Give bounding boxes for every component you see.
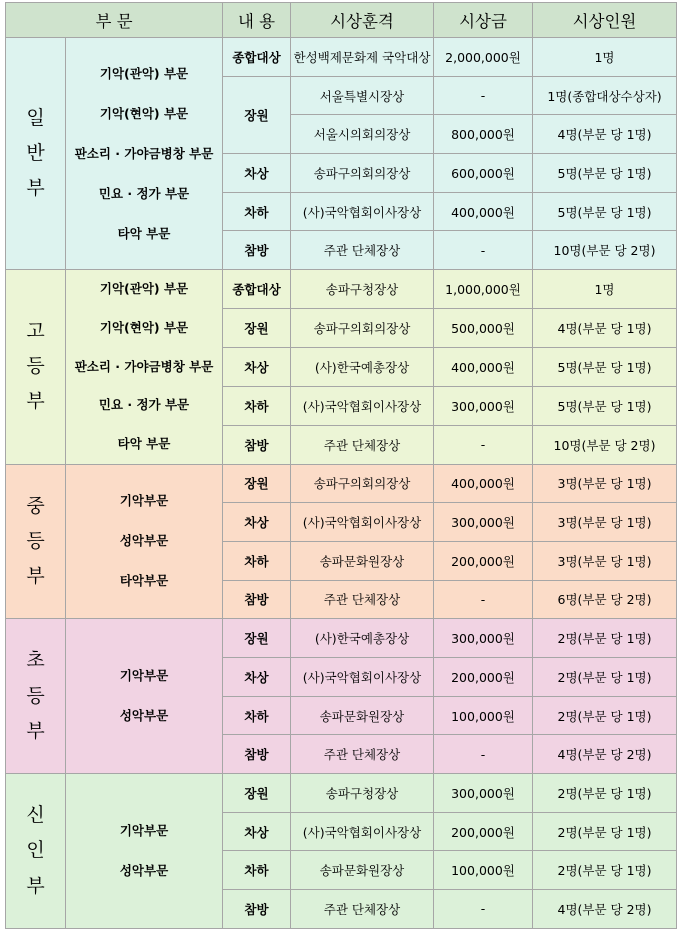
division-name-char: 등 [26,529,45,552]
winner-count: 4명(부문 당 1명) [533,115,677,154]
award-title: 송파문화원장상 [291,696,434,735]
award-title: 송파구의회의장상 [291,464,434,503]
winner-count: 10명(부문 당 2명) [533,425,677,464]
table-row [6,38,677,77]
division-categories [66,464,223,619]
category-label: 기악(관악) 부문 [99,65,189,81]
winner-count: 1명 [533,270,677,309]
winner-count: 4명(부문 당 2명) [533,890,677,929]
division-categories [66,774,223,929]
prize-amount: 200,000원 [434,658,533,697]
award-kind: 장원 [223,619,291,658]
award-table [5,2,677,929]
award-kind: 차상 [223,812,291,851]
award-kind: 참방 [223,735,291,774]
division-name [6,774,66,929]
division-name-char: 등 [26,684,45,707]
winner-count: 2명(부문 당 1명) [533,619,677,658]
award-table-body [6,38,677,929]
award-title: 주관 단체장상 [291,425,434,464]
division-name-char: 부 [26,874,45,897]
award-kind: 차하 [223,541,291,580]
category-label: 판소리 · 가야금병창 부문 [74,358,214,374]
prize-amount: 400,000원 [434,192,533,231]
prize-amount: - [434,890,533,929]
winner-count: 2명(부문 당 1명) [533,812,677,851]
award-kind: 종합대상 [223,38,291,77]
division-name-char: 반 [26,141,45,164]
award-title: 주관 단체장상 [291,890,434,929]
table-row [6,270,677,309]
award-kind: 차하 [223,696,291,735]
winner-count: 4명(부문 당 2명) [533,735,677,774]
award-title: 주관 단체장상 [291,580,434,619]
winner-count: 5명(부문 당 1명) [533,386,677,425]
award-kind: 장원 [223,309,291,348]
winner-count: 3명(부문 당 1명) [533,503,677,542]
division-categories [66,270,223,464]
category-label: 타악부문 [119,573,169,589]
prize-amount: 100,000원 [434,696,533,735]
award-title: 송파구청장상 [291,774,434,813]
prize-amount: 200,000원 [434,541,533,580]
division-categories [66,619,223,774]
award-kind: 차상 [223,347,291,386]
award-title: 송파구의회의장상 [291,309,434,348]
header-winners: 시상인원 [533,3,677,38]
division-name-char: 부 [26,565,45,587]
award-title: 송파구청장상 [291,270,434,309]
division-name-char: 부 [26,719,45,742]
header-award: 시상훈격 [291,3,434,38]
category-label: 기악부문 [119,668,169,684]
winner-count: 2명(부문 당 1명) [533,658,677,697]
division-name-char: 인 [26,839,45,862]
table-row [6,619,677,658]
division-name-char: 부 [26,390,45,413]
award-kind: 차상 [223,503,291,542]
winner-count: 5명(부문 당 1명) [533,154,677,193]
prize-amount: - [434,735,533,774]
division-name [6,619,66,774]
prize-amount: 400,000원 [434,347,533,386]
prize-amount: - [434,425,533,464]
prize-amount: 300,000원 [434,619,533,658]
division-name-char: 신 [26,804,45,827]
award-title: 송파문화원장상 [291,851,434,890]
division-name-char: 고 [26,320,45,343]
prize-amount: - [434,580,533,619]
category-label: 기악부문 [119,822,169,838]
category-label: 기악(관악) 부문 [99,281,189,297]
prize-amount: - [434,76,533,115]
award-title: 송파구의회의장상 [291,154,434,193]
winner-count: 10명(부문 당 2명) [533,231,677,270]
prize-amount: 600,000원 [434,154,533,193]
division-name-char: 일 [26,106,45,129]
category-label: 성악부문 [119,862,169,878]
header-row [6,3,677,38]
header-content: 내 용 [223,3,291,38]
table-row [6,464,677,503]
award-kind: 참방 [223,231,291,270]
award-title: (사)국악협회이사장상 [291,386,434,425]
division-name-char: 초 [26,649,45,672]
division-name-char: 등 [26,355,45,378]
award-title: 한성백제문화제 국악대상 [291,38,434,77]
prize-amount: 200,000원 [434,812,533,851]
award-kind: 차상 [223,658,291,697]
winner-count: 6명(부문 당 2명) [533,580,677,619]
winner-count: 5명(부문 당 1명) [533,347,677,386]
award-title: 서울시의회의장상 [291,115,434,154]
category-label: 타악 부문 [117,435,171,451]
winner-count: 2명(부문 당 1명) [533,774,677,813]
award-kind: 참방 [223,425,291,464]
prize-amount: 300,000원 [434,503,533,542]
award-kind: 참방 [223,890,291,929]
winner-count: 3명(부문 당 1명) [533,541,677,580]
prize-amount: 500,000원 [434,309,533,348]
award-title: 주관 단체장상 [291,231,434,270]
award-kind: 종합대상 [223,270,291,309]
prize-amount: 1,000,000원 [434,270,533,309]
category-label: 성악부문 [119,533,169,549]
header-prize: 시상금 [434,3,533,38]
award-kind: 참방 [223,580,291,619]
winner-count: 1명 [533,38,677,77]
header-division: 부 문 [6,3,223,38]
division-name [6,270,66,464]
category-label: 타악 부문 [117,225,171,241]
prize-amount: 400,000원 [434,464,533,503]
award-title: (사)한국예총장상 [291,619,434,658]
award-title: (사)국악협회이사장상 [291,658,434,697]
category-label: 민요 · 정가 부문 [98,185,190,201]
winner-count: 2명(부문 당 1명) [533,851,677,890]
prize-amount: 300,000원 [434,774,533,813]
award-kind: 차하 [223,386,291,425]
category-label: 기악(현악) 부문 [99,319,189,335]
category-label: 판소리 · 가야금병창 부문 [74,145,214,161]
award-kind: 차하 [223,851,291,890]
winner-count: 5명(부문 당 1명) [533,192,677,231]
prize-amount: 300,000원 [434,386,533,425]
division-categories [66,38,223,270]
category-label: 기악(현악) 부문 [99,105,189,121]
category-label: 민요 · 정가 부문 [98,397,190,413]
prize-amount: 100,000원 [434,851,533,890]
award-title: (사)한국예총장상 [291,347,434,386]
winner-count: 4명(부문 당 1명) [533,309,677,348]
prize-amount: 800,000원 [434,115,533,154]
winner-count: 1명(종합대상수상자) [533,76,677,115]
award-kind: 장원 [223,76,291,153]
prize-amount: - [434,231,533,270]
award-title: 서울특별시장상 [291,76,434,115]
award-kind: 차하 [223,192,291,231]
award-title: (사)국악협회이사장상 [291,192,434,231]
division-name [6,464,66,619]
division-name-char: 부 [26,177,45,200]
division-name [6,38,66,270]
award-title: 송파문화원장상 [291,541,434,580]
winner-count: 3명(부문 당 1명) [533,464,677,503]
award-kind: 장원 [223,464,291,503]
category-label: 기악부문 [119,493,169,509]
category-label: 성악부문 [119,708,169,724]
award-kind: 차상 [223,154,291,193]
award-kind: 장원 [223,774,291,813]
table-row [6,774,677,813]
award-title: (사)국악협회이사장상 [291,812,434,851]
winner-count: 2명(부문 당 1명) [533,696,677,735]
division-name-char: 중 [26,494,45,517]
award-title: (사)국악협회이사장상 [291,503,434,542]
prize-amount: 2,000,000원 [434,38,533,77]
award-title: 주관 단체장상 [291,735,434,774]
